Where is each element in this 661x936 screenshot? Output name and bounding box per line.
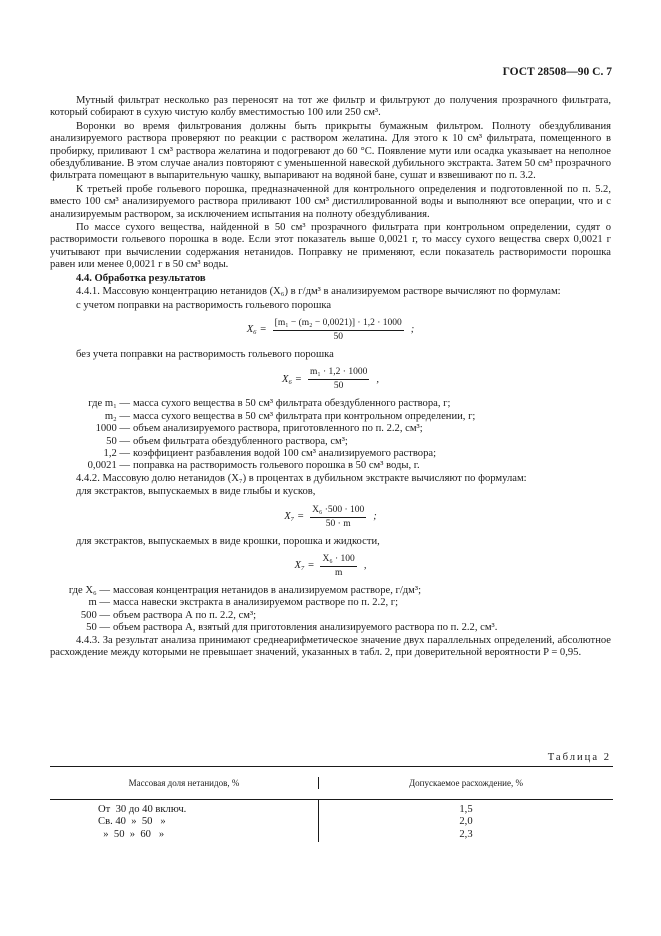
legend-key: m — <box>88 597 110 609</box>
numerator: X₆ ·500 · 100 <box>310 505 366 518</box>
column-header: Массовая доля нетанидов, % <box>50 777 319 789</box>
table-cell: От 30 до 40 включ. <box>98 804 187 815</box>
legend-row <box>50 610 611 622</box>
legend-key: 50 — <box>106 435 130 447</box>
formula-lead: без учета поправки на растворимость гольевого порошка <box>76 348 334 360</box>
formula-lhs: X₇ = <box>284 510 305 522</box>
denominator: 50 <box>333 331 343 342</box>
legend-value: масса сухого вещества в 50 см³ фильтрата при контрольном определении, г; <box>133 410 476 422</box>
legend-row <box>50 585 611 597</box>
document-body <box>50 95 611 660</box>
page-header: ГОСТ 28508—90 С. 7 <box>502 66 612 78</box>
table-cell: 1,5 <box>459 804 473 815</box>
variable-legend-1 <box>50 398 611 472</box>
legend-value: объем раствора А по п. 2.2, см³; <box>113 609 257 621</box>
paragraph: К третьей пробе гольевого порошка, предназначенной для контрольного определения и подготовленной по п. 5.2, вместо 100 см³ анализируемого раствора приливают 100 см³ дистиллированной воды и выполняют все операции, что и с анализируемым раствором, за исключением испытания на полноту обездубливания. <box>50 183 611 220</box>
table-cell: » 50 » 60 » <box>98 828 165 840</box>
paragraph: Воронки во время фильтрования должны быть прикрыты бумажным фильтром. Полноту обездубливания анализируемого раствора проверяют по реакции с раствором желатина. Для этого к 10 см³ фильтрата, помещенного в пробирку, приливают 1 см³ раствора желатина и подогревают до 60 °С. Появление мути или осадка указывает на неполное обездубливание. В этом случае анализ повторяют с уменьшенной навеской дубильного экстракта. Затем 50 см³ прозрачного фильтрата помещают в выпарительную чашку, выпаривают на водяной бане, сушат и взвешивают по п. 3.2. <box>50 120 611 182</box>
table-cell: 2,3 <box>459 828 473 840</box>
numerator: [m₁ − (m₂ − 0,0021)] · 1,2 · 1000 <box>273 318 404 331</box>
legend-key: где m₁ — <box>88 398 130 410</box>
formula-x7-blocks <box>50 505 611 530</box>
column-header: Допускаемое расхождение, % <box>409 777 523 788</box>
legend-row <box>50 436 611 448</box>
legend-key: 1,2 — <box>103 447 130 459</box>
denominator: 50 <box>333 381 344 392</box>
variable-legend-2 <box>50 585 611 635</box>
tolerance-table <box>50 766 613 842</box>
formula-x6 <box>50 367 611 392</box>
legend-key: 50 — <box>86 622 110 634</box>
paragraph: Мутный фильтрат несколько раз переносят на тот же фильтр и фильтруют до получения прозрачного фильтрата, который собирают в сухую чистую колбу вместимостью 100 или 250 см³. <box>50 95 611 119</box>
section-heading: 4.4. Обработка результатов <box>76 272 206 284</box>
formula-punct: ; <box>373 510 377 522</box>
range-column <box>50 800 319 842</box>
legend-value: масса навески экстракта в анализируемом растворе по п. 2.2, г; <box>113 597 399 609</box>
formula-punct: ; <box>410 324 415 336</box>
legend-value: объем раствора А, взятый для приготовления анализируемого раствора по п. 2.2, см³. <box>113 622 498 634</box>
legend-key: где X₆ — <box>68 584 110 596</box>
table-cell: 2,0 <box>459 816 473 828</box>
fraction <box>273 318 404 343</box>
numerator: X₆ · 100 <box>320 554 356 567</box>
legend-row <box>50 448 611 460</box>
formula-punct: , <box>363 560 367 572</box>
formula-lead: для экстрактов, выпускаемых в виде глыбы и кусков, <box>76 486 316 498</box>
formula-x6-corrected <box>50 318 611 343</box>
legend-value: коэффициент разбавления водой 100 см³ анализируемого раствора; <box>133 447 437 459</box>
table-body <box>50 800 613 842</box>
legend-value: поправка на растворимость гольевого порошка в 50 см³ воды, г. <box>133 460 420 472</box>
table-header <box>50 767 613 800</box>
formula-lhs: X₆ = <box>281 373 302 385</box>
table-caption: Таблица 2 <box>547 752 611 763</box>
paragraph: 4.4.3. За результат анализа принимают среднеарифметическое значение двух параллельных определений, абсолютное расхождение между которыми не превышает значений, указанных в табл. 2, при доверительной вероятности P = 0,95. <box>50 634 611 658</box>
formula-lead: для экстрактов, выпускаемых в виде крошки, порошка и жидкости, <box>76 535 380 547</box>
legend-key: 500 — <box>80 609 110 621</box>
legend-key: 1000 — <box>95 423 130 435</box>
denominator: m <box>334 567 343 578</box>
denominator: 50 · m <box>325 518 351 529</box>
formula-lead: с учетом поправки на растворимость гольевого порошка <box>76 299 332 311</box>
legend-key: 0,0021 — <box>87 460 130 472</box>
formula-punct: , <box>376 373 379 385</box>
legend-row <box>50 411 611 423</box>
numerator: m₁ · 1,2 · 1000 <box>308 367 369 380</box>
fraction <box>308 367 369 392</box>
fraction <box>320 554 356 579</box>
legend-key: m₂ — <box>104 410 130 422</box>
paragraph: По массе сухого вещества, найденной в 50 см³ прозрачного фильтрата при контрольном определении, судят о растворимости гольевого порошка в воде. Если этот показатель выше 0,0021 г, то массу сухого вещества сверх 0,0021 г учитывают при вычислении содержания нетанидов. Поправку не применяют, если показатель растворимости порошка равен или менее 0,0021 г в 50 см³ воды. <box>50 222 611 271</box>
formula-lhs: X₇ = <box>294 560 315 572</box>
formula-lhs: X₆ = <box>246 324 267 336</box>
legend-row <box>50 423 611 435</box>
legend-row <box>50 398 611 410</box>
legend-value: массовая концентрация нетанидов в анализируемом растворе, г/дм³; <box>113 584 422 596</box>
fraction <box>310 505 366 530</box>
formula-x7-powder <box>50 554 611 579</box>
legend-row <box>50 622 611 634</box>
legend-row <box>50 460 611 472</box>
legend-value: масса сухого вещества в 50 см³ фильтрата обездубленного раствора, г; <box>133 398 451 410</box>
paragraph: 4.4.1. Массовую концентрацию нетанидов (X₆) в г/дм³ в анализируемом растворе вычисляют по формулам: <box>76 286 561 298</box>
legend-row <box>50 597 611 609</box>
paragraph: 4.4.2. Массовую долю нетанидов (X₇) в процентах в дубильном экстракте вычисляют по формулам: <box>76 472 527 484</box>
value-column <box>319 800 613 842</box>
legend-value: объем анализируемого раствора, приготовленного по п. 2.2, см³; <box>133 423 423 435</box>
table-cell: Св. 40 » 50 » <box>98 816 166 828</box>
legend-value: объем фильтрата обездубленного раствора, см³; <box>133 435 348 447</box>
